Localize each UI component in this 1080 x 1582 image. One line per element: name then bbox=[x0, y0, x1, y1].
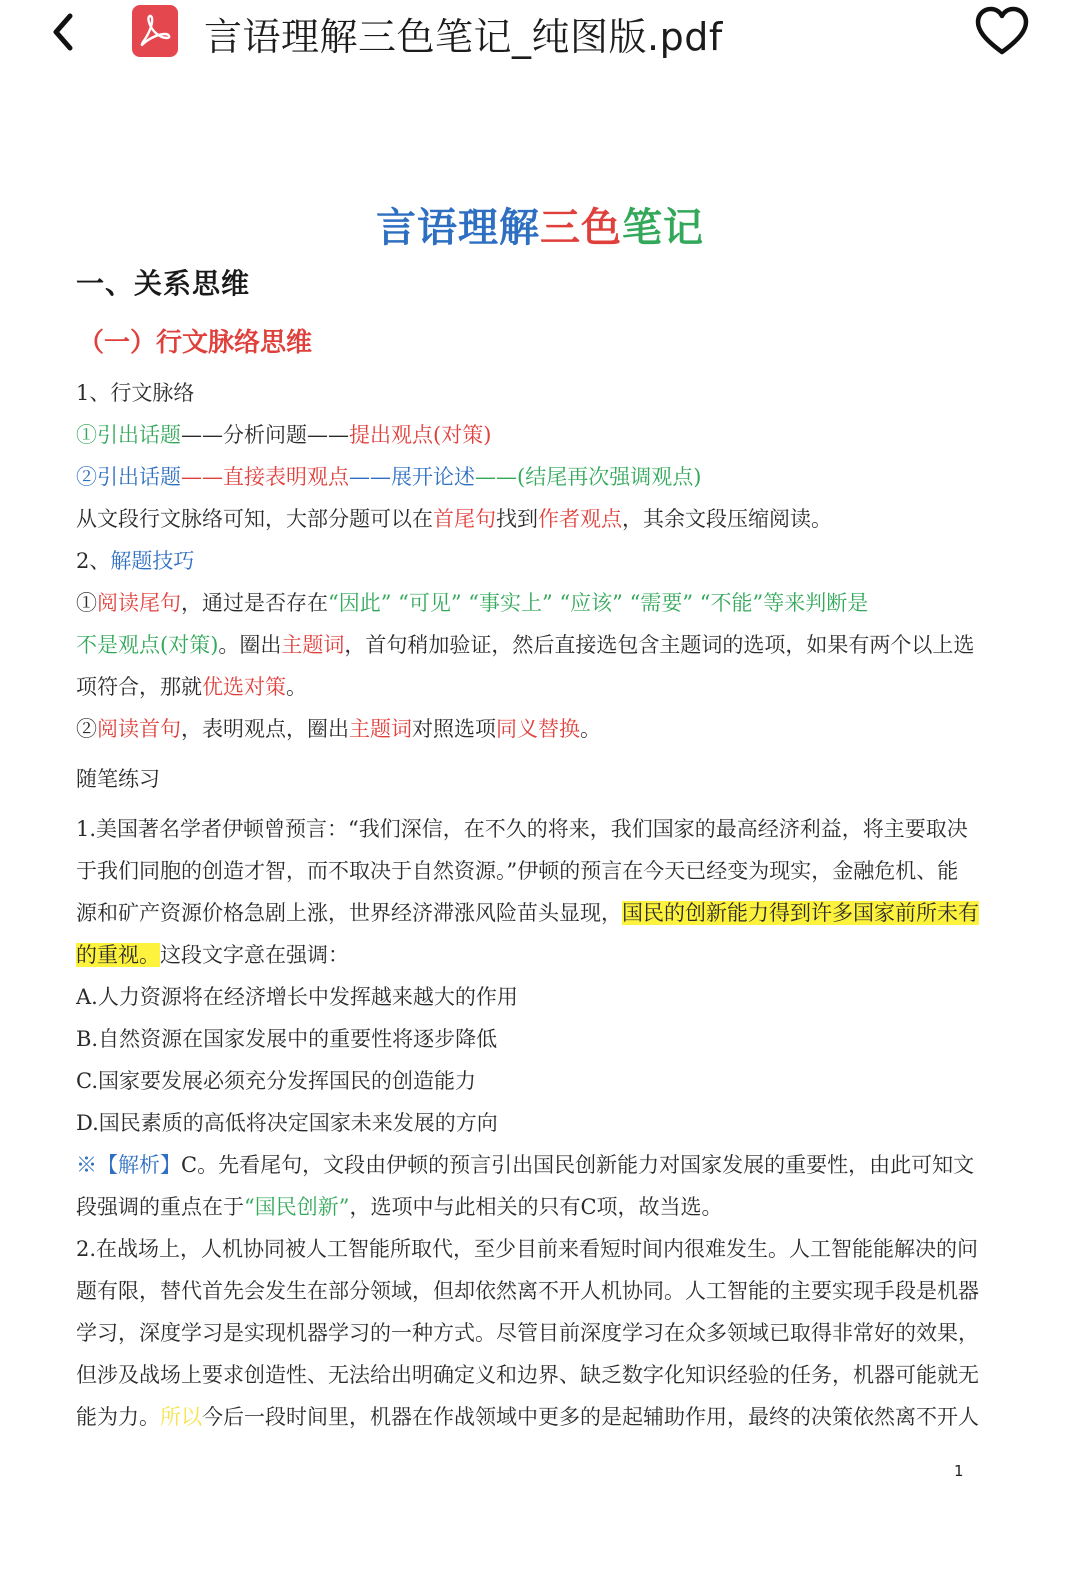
tip-part: 同义替换 bbox=[496, 717, 580, 741]
analysis-part: ，选项中与此相关的只有C项，故当选。 bbox=[349, 1195, 723, 1219]
flow1-part: 提出观点(对策) bbox=[349, 423, 492, 447]
question-text bbox=[76, 1396, 1006, 1438]
tip-part: 。 bbox=[286, 675, 307, 699]
tip-part: ，表明观点，圈出 bbox=[181, 717, 349, 741]
tip-part: 阅读尾句 bbox=[97, 591, 181, 615]
tip-part: 阅读首句 bbox=[97, 717, 181, 741]
tip-part: ② bbox=[76, 717, 97, 741]
flow2-part: (结尾再次强调观点) bbox=[517, 465, 702, 489]
tip1-line-1 bbox=[76, 582, 1006, 624]
page-number: 1 bbox=[954, 1462, 964, 1480]
flow-line-1 bbox=[76, 414, 1006, 456]
tip1-line-3 bbox=[76, 666, 1006, 708]
tip-part: 。 bbox=[580, 717, 601, 741]
tip2-line bbox=[76, 708, 1006, 750]
flow2-part: —— bbox=[181, 465, 223, 489]
document-title bbox=[0, 196, 1080, 253]
analysis-part: 段强调的重点在于 bbox=[76, 1195, 244, 1219]
flow2-part: 展开论述 bbox=[391, 465, 475, 489]
analysis-text bbox=[76, 1186, 1006, 1228]
tip-part: 主题词 bbox=[281, 633, 345, 657]
question-text: 1.美国著名学者伊顿曾预言：“我们深信，在不久的将来，我们国家的最高经济利益，将主要取决 bbox=[76, 817, 968, 841]
analysis-label: ※【解析】 bbox=[76, 1153, 181, 1177]
option-d: D.国民素质的高低将决定国家未来发展的方向 bbox=[76, 1111, 498, 1135]
file-title: 言语理解三色笔记_纯图版.pdf bbox=[204, 15, 723, 59]
summary-part: 首尾句 bbox=[433, 507, 496, 531]
question-text: 学习，深度学习是实现机器学习的一种方式。尽管目前深度学习在众多领域已取得非常好的效果， bbox=[76, 1321, 979, 1345]
item1-title: 1、行文脉络 bbox=[76, 381, 195, 405]
flow2-part: —— bbox=[349, 465, 391, 489]
item2-title bbox=[76, 540, 1006, 582]
question-text: 2.在战场上，人机协同被人工智能所取代，至少目前来看短时间内很难发生。人工智能能解决的问 bbox=[76, 1237, 979, 1261]
tip-part: 主题词 bbox=[349, 717, 412, 741]
summary-part: 从文段行文脉络可知，大部分题可以在 bbox=[76, 507, 433, 531]
tip-part: ，通过是否存在 bbox=[181, 591, 328, 615]
question-part: 能为力。 bbox=[76, 1405, 160, 1429]
tip-part: ，首句稍加验证，然后直接选包含主题词的选项，如果有两个以上选 bbox=[344, 633, 975, 657]
highlighted-text: 国民的创新能力得到许多国家前所未有 bbox=[622, 901, 979, 925]
question-text: 于我们同胞的创造才智，而不取决于自然资源。”伊顿的预言在今天已经变为现实，金融危机、能 bbox=[76, 859, 959, 883]
highlighted-text: 的重视。 bbox=[76, 943, 160, 967]
question-text: 题有限，替代首先会发生在部分领域，但却依然离不开人机协同。人工智能的主要实现手段是机器 bbox=[76, 1279, 979, 1303]
summary-part: 找到 bbox=[496, 507, 538, 531]
analysis-keyword: “国民创新” bbox=[244, 1195, 350, 1219]
question-text bbox=[76, 934, 1006, 976]
flow2-part: —— bbox=[475, 465, 517, 489]
option-c: C.国家要发展必须充分发挥国民的创造能力 bbox=[76, 1069, 476, 1093]
flow2-part: ②引出话题 bbox=[76, 465, 181, 489]
tip-part: 。圈出 bbox=[218, 633, 282, 657]
summary-part: ，其余文段压缩阅读。 bbox=[622, 507, 832, 531]
tip-part: 项符合，那就 bbox=[76, 675, 202, 699]
tip-part: “因此” “可见” “事实上” “应该” “需要” “不能”等来判断是 bbox=[328, 591, 869, 615]
practice-label: 随笔练习 bbox=[76, 767, 160, 791]
tip-part: 优选对策 bbox=[202, 675, 286, 699]
question-part: 这段文字意在强调： bbox=[160, 943, 349, 967]
tip-part: 对照选项 bbox=[412, 717, 496, 741]
title-part-1: 言语理解 bbox=[376, 205, 540, 251]
tip-part: ① bbox=[76, 591, 97, 615]
question-keyword: 所以 bbox=[160, 1405, 202, 1429]
tip-part: 不是观点(对策) bbox=[76, 633, 219, 657]
item2-label: 解题技巧 bbox=[110, 549, 195, 573]
analysis-text bbox=[76, 1144, 1006, 1186]
summary-line bbox=[76, 498, 1006, 540]
question-text: 但涉及战场上要求创造性、无法给出明确定义和边界、缺乏数字化知识经验的任务，机器可能就无 bbox=[76, 1363, 979, 1387]
option-b: B.自然资源在国家发展中的重要性将逐步降低 bbox=[76, 1027, 498, 1051]
item2-prefix: 2、 bbox=[76, 549, 111, 573]
flow-line-2 bbox=[76, 456, 1006, 498]
question-text bbox=[76, 892, 1006, 934]
question-part: 今后一段时间里，机器在作战领域中更多的是起辅助作用，最终的决策依然离不开人 bbox=[202, 1405, 979, 1429]
analysis-part: C。先看尾句，文段由伊顿的预言引出国民创新能力对国家发展的重要性，由此可知文 bbox=[181, 1153, 975, 1177]
subsection-heading: （一）行文脉络思维 bbox=[78, 328, 313, 358]
section-heading: 一、关系思维 bbox=[76, 267, 251, 300]
title-part-2: 三色 bbox=[540, 205, 622, 251]
flow1-part: ①引出话题 bbox=[76, 423, 181, 447]
option-a: A.人力资源将在经济增长中发挥越来越大的作用 bbox=[76, 985, 518, 1009]
title-part-3: 笔记 bbox=[622, 205, 704, 251]
flow2-part: 直接表明观点 bbox=[223, 465, 349, 489]
flow1-part: ——分析问题—— bbox=[181, 423, 349, 447]
summary-part: 作者观点 bbox=[538, 507, 622, 531]
question-part: 源和矿产资源价格急剧上涨，世界经济滞涨风险苗头显现， bbox=[76, 901, 622, 925]
tip1-line-2 bbox=[76, 624, 1006, 666]
